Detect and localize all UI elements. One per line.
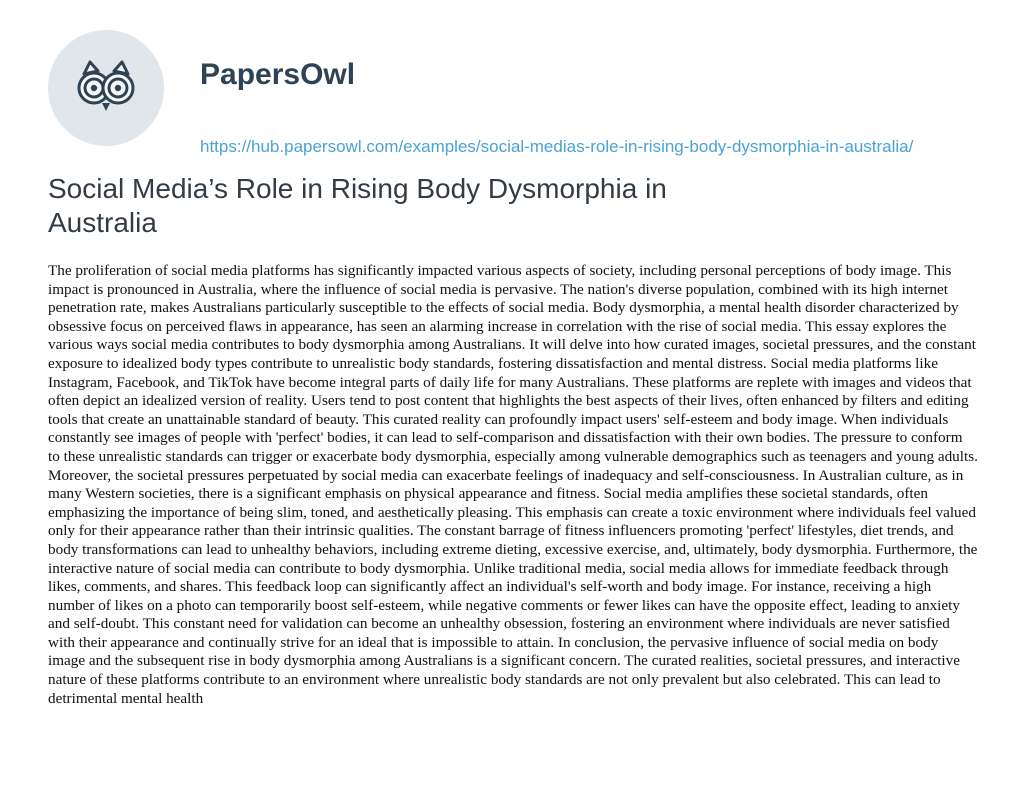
site-header bbox=[48, 30, 978, 160]
source-url-link[interactable]: https://hub.papersowl.com/examples/social-medias-role-in-rising-body-dysmorphia-in-australia/ bbox=[200, 137, 914, 156]
essay-title: Social Media’s Role in Rising Body Dysmorphia in Australia bbox=[48, 173, 667, 238]
brand-name: PapersOwl bbox=[200, 58, 356, 91]
essay-body: The proliferation of social media platforms has significantly impacted various aspects of society, including personal perceptions of body image. This impact is pronounced in Australia, where the influence of social media is pervasive. The nation's diverse population, combined with its high internet penetration rate, makes Australians particularly susceptible to the effects of social media. Body dysmorphia, a mental health disorder characterized by obsessive focus on perceived flaws in appearance, has seen an alarming increase in correlation with the rise of social media. This essay explores the various ways social media contributes to body dysmorphia among Australians. It will delve into how curated images, societal pressures, and the constant exposure to idealized body types contribute to unrealistic body standards, fostering dissatisfaction and mental distress. Social media platforms like Instagram, Facebook, and TikTok have become integral parts of daily life for many Australians. These platforms are replete with images and videos that often depict an idealized version of reality. Users tend to post content that highlights the best aspects of their lives, often enhanced by filters and editing tools that create an unattainable standard of beauty. This curated reality can profoundly impact users' self-esteem and body image. When individuals constantly see images of people with 'perfect' bodies, it can lead to self-comparison and dissatisfaction with their own bodies. The pressure to conform to these unrealistic standards can trigger or exacerbate body dysmorphia, especially among vulnerable demographics such as teenagers and young adults. Moreover, the societal pressures perpetuated by social media can exacerbate feelings of inadequacy and self-consciousness. In Australian culture, as in many Western societies, there is a significant emphasis on physical appearance and fitness. Social media amplifies these societal standards, often emphasizing the importance of being slim, toned, and aesthetically pleasing. This emphasis can create a toxic environment where individuals feel valued only for their appearance rather than their intrinsic qualities. The constant barrage of fitness influencers promoting 'perfect' lifestyles, diet trends, and body transformations can lead to unhealthy behaviors, including extreme dieting, excessive exercise, and, ultimately, body dysmorphia. Furthermore, the interactive nature of social media can contribute to body dysmorphia. Unlike traditional media, social media allows for immediate feedback through likes, comments, and shares. This feedback loop can significantly affect an individual's self-worth and body image. For instance, receiving a high number of likes on a photo can temporarily boost self-esteem, while negative comments or fewer likes can have the opposite effect, leading to anxiety and self-doubt. This constant need for validation can become an unhealthy obsession, fostering an environment where individuals are never satisfied with their appearance and continually strive for an ideal that is impossible to attain. In conclusion, the pervasive influence of social media on body image and the subsequent rise in body dysmorphia among Australians is a significant concern. The curated realities, societal pressures, and interactive nature of these platforms contribute to an environment where unrealistic body standards are not only prevalent but also celebrated. This can lead to detrimental mental health bbox=[48, 262, 978, 707]
owl-logo-graphic bbox=[70, 52, 142, 124]
owl-logo-icon bbox=[48, 30, 164, 146]
